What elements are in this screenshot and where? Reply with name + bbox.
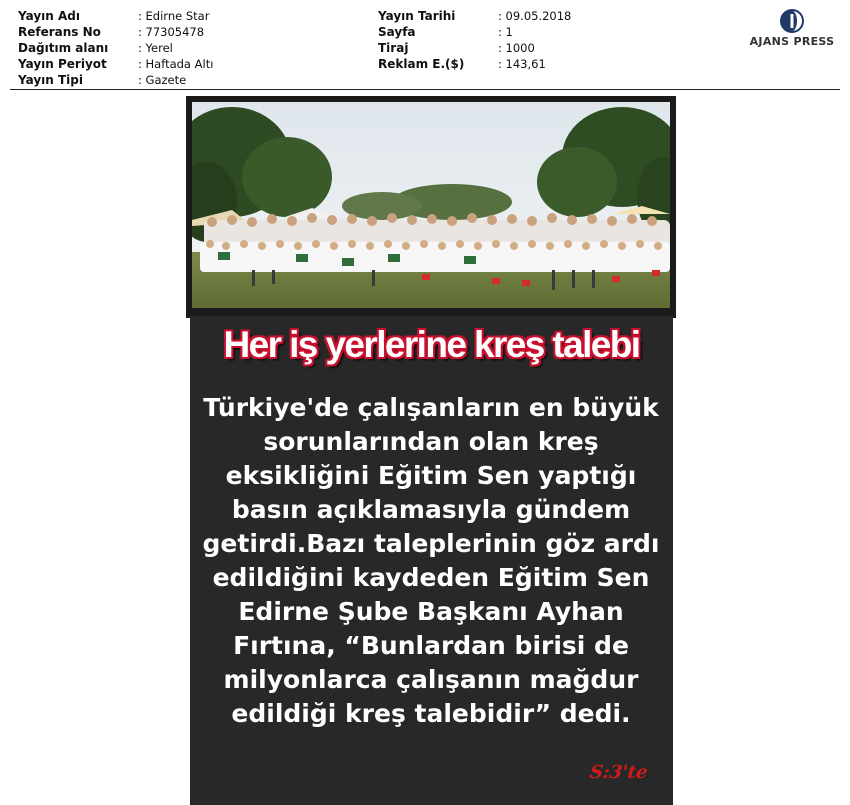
meta-right-column [378,8,571,72]
meta-row-yayin-periyot [18,56,213,72]
article-body: Türkiye'de çalışanların en büyük sorunlarından olan kreş eksikliğini Eğitim Sen yaptığı basın açıklamasıyla gündem getirdi.Bazı taleplerinin göz ardı edildiğini kaydeden Eğitim Sen Edirne Şube Başkanı Ayhan Fırtına, “Bunlardan birisi de milyonlarca çalışanın mağdur edildiği kreş talebidir” dedi. [202,393,660,728]
meta-label: Yayın Periyot [18,57,107,71]
meta-row-dagitim-alani [18,40,213,56]
meta-value: : 77305478 [138,25,205,39]
meta-left-column [18,8,213,88]
news-photo [192,102,670,308]
meta-row-sayfa [378,24,571,40]
group-photo-illustration [192,102,670,308]
ajans-press-logo [742,8,842,50]
meta-label: Yayın Adı [18,9,80,23]
news-photo-frame [186,96,676,318]
meta-label: Yayın Tarihi [378,9,456,23]
meta-label: Dağıtım alanı [18,41,109,55]
meta-value: : 1 [498,25,513,39]
page-reference-stamp: S:3'te [588,762,649,783]
header-divider [10,89,840,90]
meta-value: : Edirne Star [138,9,210,23]
meta-value: : 143,61 [498,57,546,71]
meta-value: : Yerel [138,41,173,55]
meta-row-yayin-tarihi [378,8,571,24]
meta-row-yayin-adi [18,8,213,24]
meta-row-yayin-tipi [18,72,213,88]
meta-value: : 09.05.2018 [498,9,572,23]
ajans-press-logo-icon [777,8,807,34]
meta-value: : 1000 [498,41,535,55]
meta-label: Reklam E.($) [378,57,465,71]
meta-value: : Haftada Altı [138,57,214,71]
meta-value: : Gazete [138,73,187,87]
meta-label: Tiraj [378,41,409,55]
meta-label: Yayın Tipi [18,73,83,87]
meta-label: Sayfa [378,25,416,39]
meta-row-reklam [378,56,571,72]
meta-row-referans-no [18,24,213,40]
meta-row-tiraj [378,40,571,56]
meta-label: Referans No [18,25,101,39]
article-headline: Her iş yerlerine kreş talebi [223,324,640,365]
logo-text: AJANS PRESS [749,35,835,48]
